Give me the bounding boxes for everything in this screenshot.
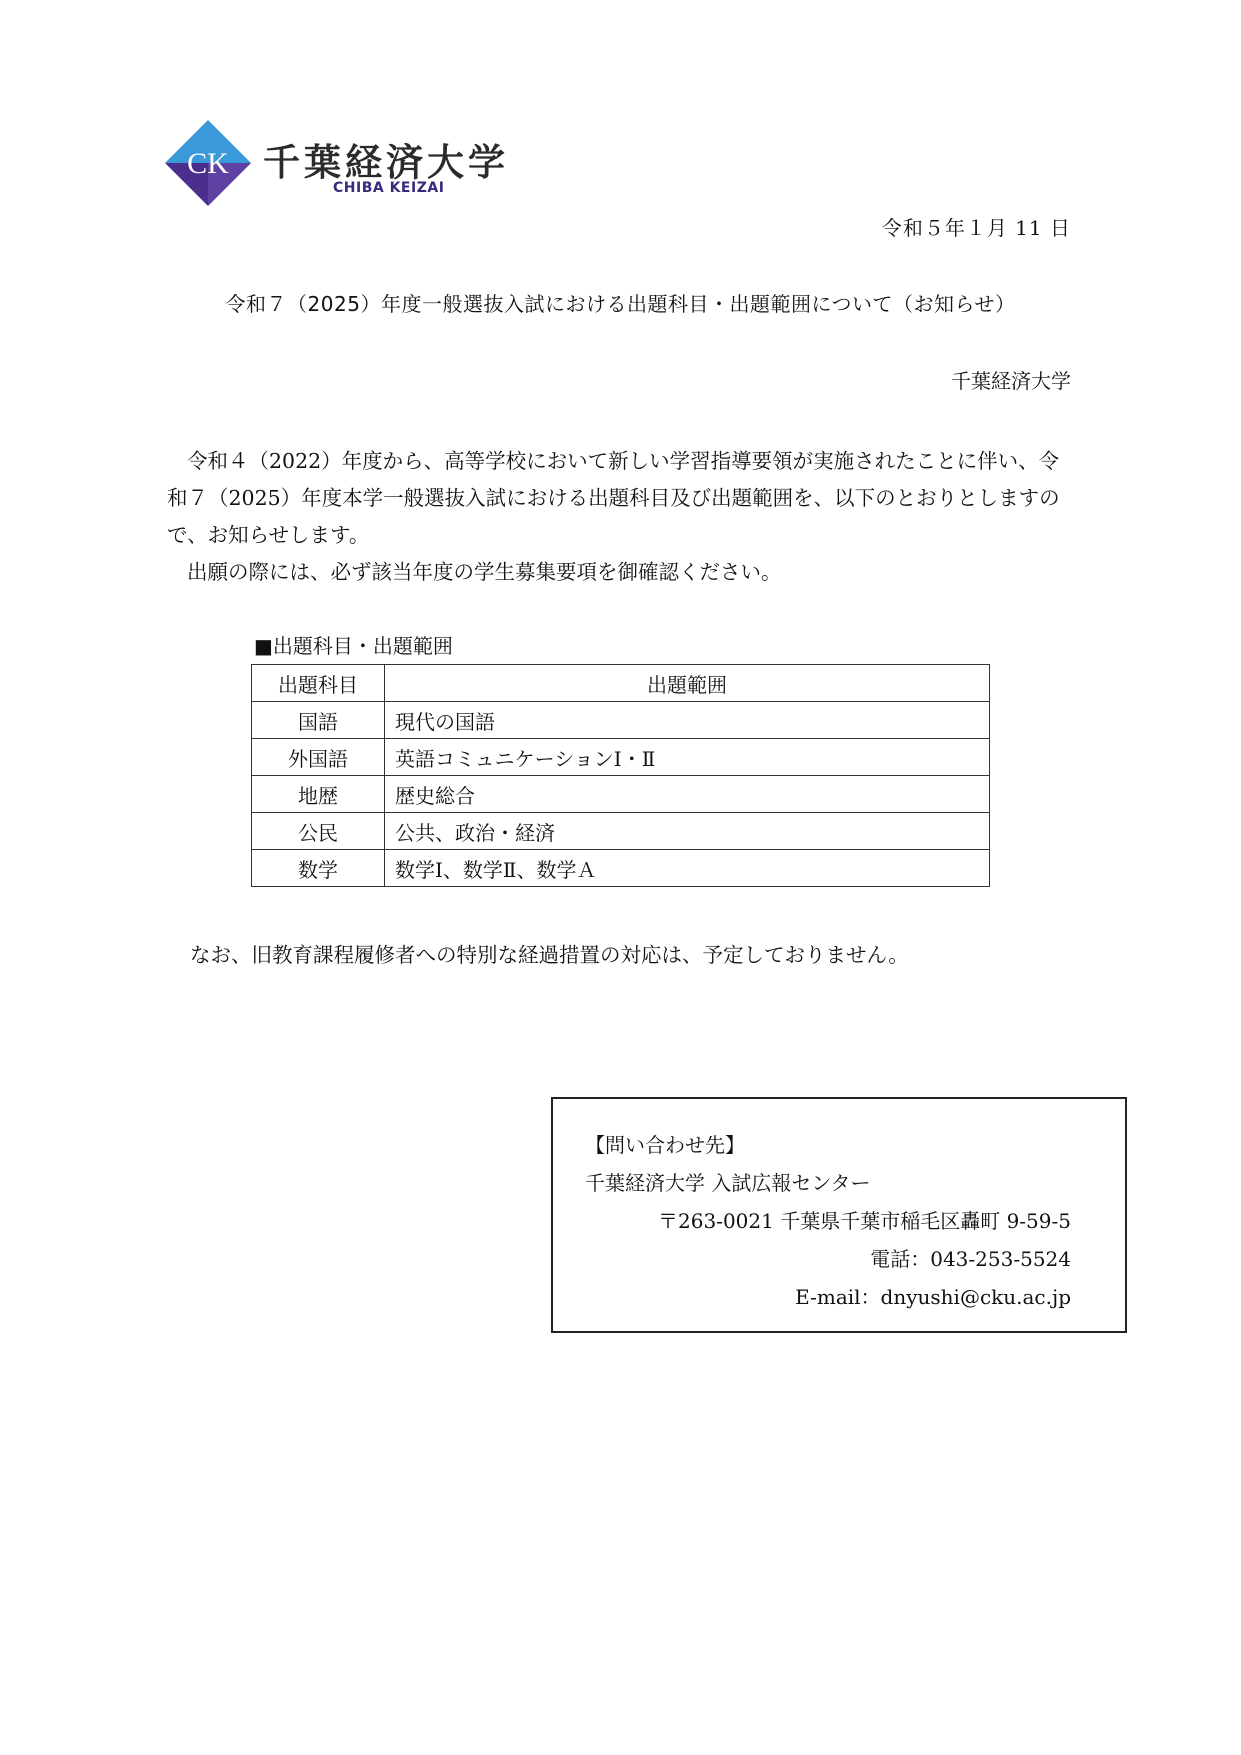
table-cell-range: 英語コミュニケーションⅠ・Ⅱ — [385, 739, 990, 776]
note-text: なお、旧教育課程履修者への特別な経過措置の対応は、予定しておりません。 — [190, 943, 909, 967]
table-cell-range: 現代の国語 — [385, 702, 990, 739]
contact-box — [551, 1097, 1127, 1333]
body-text — [167, 443, 1077, 591]
body-paragraph: 出願の際には、必ず該当年度の学生募集要項を御確認ください。 — [187, 560, 782, 584]
contact-email[interactable]: E-mail：dnyushi@cku.ac.jp — [795, 1285, 1071, 1309]
table-cell-subject: 外国語 — [252, 739, 385, 776]
table-row — [252, 813, 990, 850]
table-cell-subject: 国語 — [252, 702, 385, 739]
document-date: 令和５年１月 11 日 — [881, 216, 1071, 240]
table-header-cell: 出題科目 — [252, 665, 385, 702]
logo-emblem — [163, 118, 253, 208]
table-header-row — [252, 665, 990, 702]
table-cell-range: 公共、政治・経済 — [385, 813, 990, 850]
table-cell-range: 数学Ⅰ、数学Ⅱ、数学Ａ — [385, 850, 990, 887]
body-paragraph: 令和４（2022）年度から、高等学校において新しい学習指導要領が実施されたことに伴い、令和７（2025）年度本学一般選抜入試における出題科目及び出題範囲を、以下のとおりとしますので、お知らせします。 — [167, 449, 1060, 547]
section-title: ■出題科目・出題範囲 — [254, 634, 453, 658]
table-cell-subject: 地歴 — [252, 776, 385, 813]
contact-address: 〒263-0021 千葉県千葉市稲毛区轟町 9-59-5 — [658, 1209, 1071, 1233]
table-cell-range: 歴史総合 — [385, 776, 990, 813]
logo-name-en: CHIBA KEIZAI — [333, 180, 445, 196]
university-logo — [163, 118, 513, 208]
subject-range-table — [251, 664, 990, 887]
table-row — [252, 702, 990, 739]
logo-monogram: CK — [187, 147, 229, 180]
table-cell-subject: 数学 — [252, 850, 385, 887]
table-row — [252, 850, 990, 887]
issuer: 千葉経済大学 — [951, 369, 1071, 393]
contact-heading: 【問い合わせ先】 — [585, 1133, 745, 1157]
logo-name-ja: 千葉経済大学 — [263, 141, 509, 184]
table-row — [252, 776, 990, 813]
table-row — [252, 739, 990, 776]
document-title: 令和７（2025）年度一般選抜入試における出題科目・出題範囲について（お知らせ） — [225, 292, 1016, 316]
contact-phone: 電話：043-253-5524 — [870, 1247, 1071, 1271]
table-header-cell: 出題範囲 — [385, 665, 990, 702]
contact-organization: 千葉経済大学 入試広報センター — [585, 1171, 871, 1195]
table-cell-subject: 公民 — [252, 813, 385, 850]
